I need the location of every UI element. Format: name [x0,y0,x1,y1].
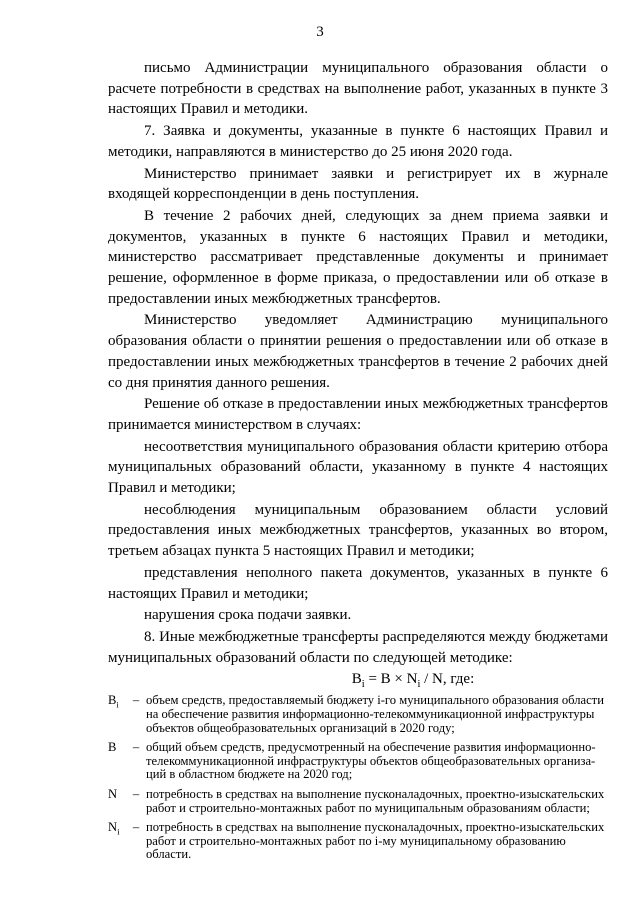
page-number: 3 [316,24,324,40]
definition-item [108,821,608,862]
definitions-list [108,694,608,862]
paragraph: представления неполного пакета документов, указанных в пункте 6 настоящих Правил и методики; [108,564,608,602]
formula-symbol: B [351,671,362,688]
paragraph: 8. Иные межбюджетные трансферты распределяются между бюджетами муниципальных образований области по следующей методике: [108,628,608,666]
paragraph: несоответствия муниципального образования области критерию отбора муниципальных образований области, указанному в пункте 4 настоящих Правил и методики; [108,438,608,497]
paragraph: 7. Заявка и документы, указанные в пункте 6 настоящих Правил и методики, направляются в министерство до 25 июня 2020 года. [108,123,608,160]
formula-tail: / N, где: [420,671,475,688]
definition-symbol: $B_i$ [108,693,119,710]
document-body [108,58,608,868]
paragraph: Решение об отказе в предоставлении иных межбюджетных трансфертов принимается министерством в случаях: [108,396,608,433]
formula-subscript: i [361,679,365,691]
definition-symbol: N [108,786,118,801]
definition-item [108,741,608,782]
paragraph: нарушения срока подачи заявки. [144,607,352,624]
paragraph: несоблюдения муниципальным образованием области условий предоставления иных межбюджетных трансфертов, указанных во втором, третьем абзацах пункта 5 настоящих Правил и методики; [108,501,608,560]
formula-middle: = B × N [364,671,418,688]
distribution-formula [108,668,608,690]
definition-text: общий объем средств, предусмотренный на обеспечение развития информационно-телекоммуникационной инфраструктуры объектов общеобразовательных организа-ций в областном бюджете на 2020 год; [146,740,596,782]
definition-dash: – [132,693,140,708]
definition-text: потребность в средствах на выполнение пусконаладочных, проектно-изыскательских работ и строительно-монтажных работ по i-му муниципальному образованию области. [146,820,605,862]
definition-dash: – [132,820,140,835]
paragraph: Министерство уведомляет Администрацию муниципального образования области о принятии решения о предоставлении или об отказе в предоставлении иных межбюджетных трансфертов в течение 2 рабочих дней со дня принятия данного решения. [108,312,608,391]
definition-item [108,694,608,735]
definition-text: объем средств, предоставляемый бюджету i-го муниципального образования области на обеспечение развития информационно-телекоммуникационной инфраструктуры объектов общеобразовательных организаций в 2020 году; [146,693,604,735]
paragraph: письмо Администрации муниципального образования области о расчете потребности в средствах на выполнение работ, указанных в пункте 3 настоящих Правил и методики. [108,60,608,118]
paragraph: В течение 2 рабочих дней, следующих за днем приема заявки и документов, указанных в пункте 6 настоящих Правил и методики, министерство рассматривает представленные документы и принимает решение, оформленное в форме приказа, о предоставлении или об отказе в предоставлении иных межбюджетных трансфертов. [108,207,608,307]
definition-item [108,788,608,815]
paragraph: Министерство принимает заявки и регистрирует их в журнале входящей корреспонденции в день поступления. [108,165,608,203]
definition-dash: – [132,786,140,801]
definition-symbol: B [108,740,117,755]
definition-text: потребность в средствах на выполнение пусконаладочных, проектно-изыскательских работ и строительно-монтажных работ по муниципальным образованиям области; [146,786,605,815]
formula-subscript: i [417,679,421,691]
definition-symbol: $N_i$ [108,820,120,837]
definition-dash: – [132,740,140,755]
